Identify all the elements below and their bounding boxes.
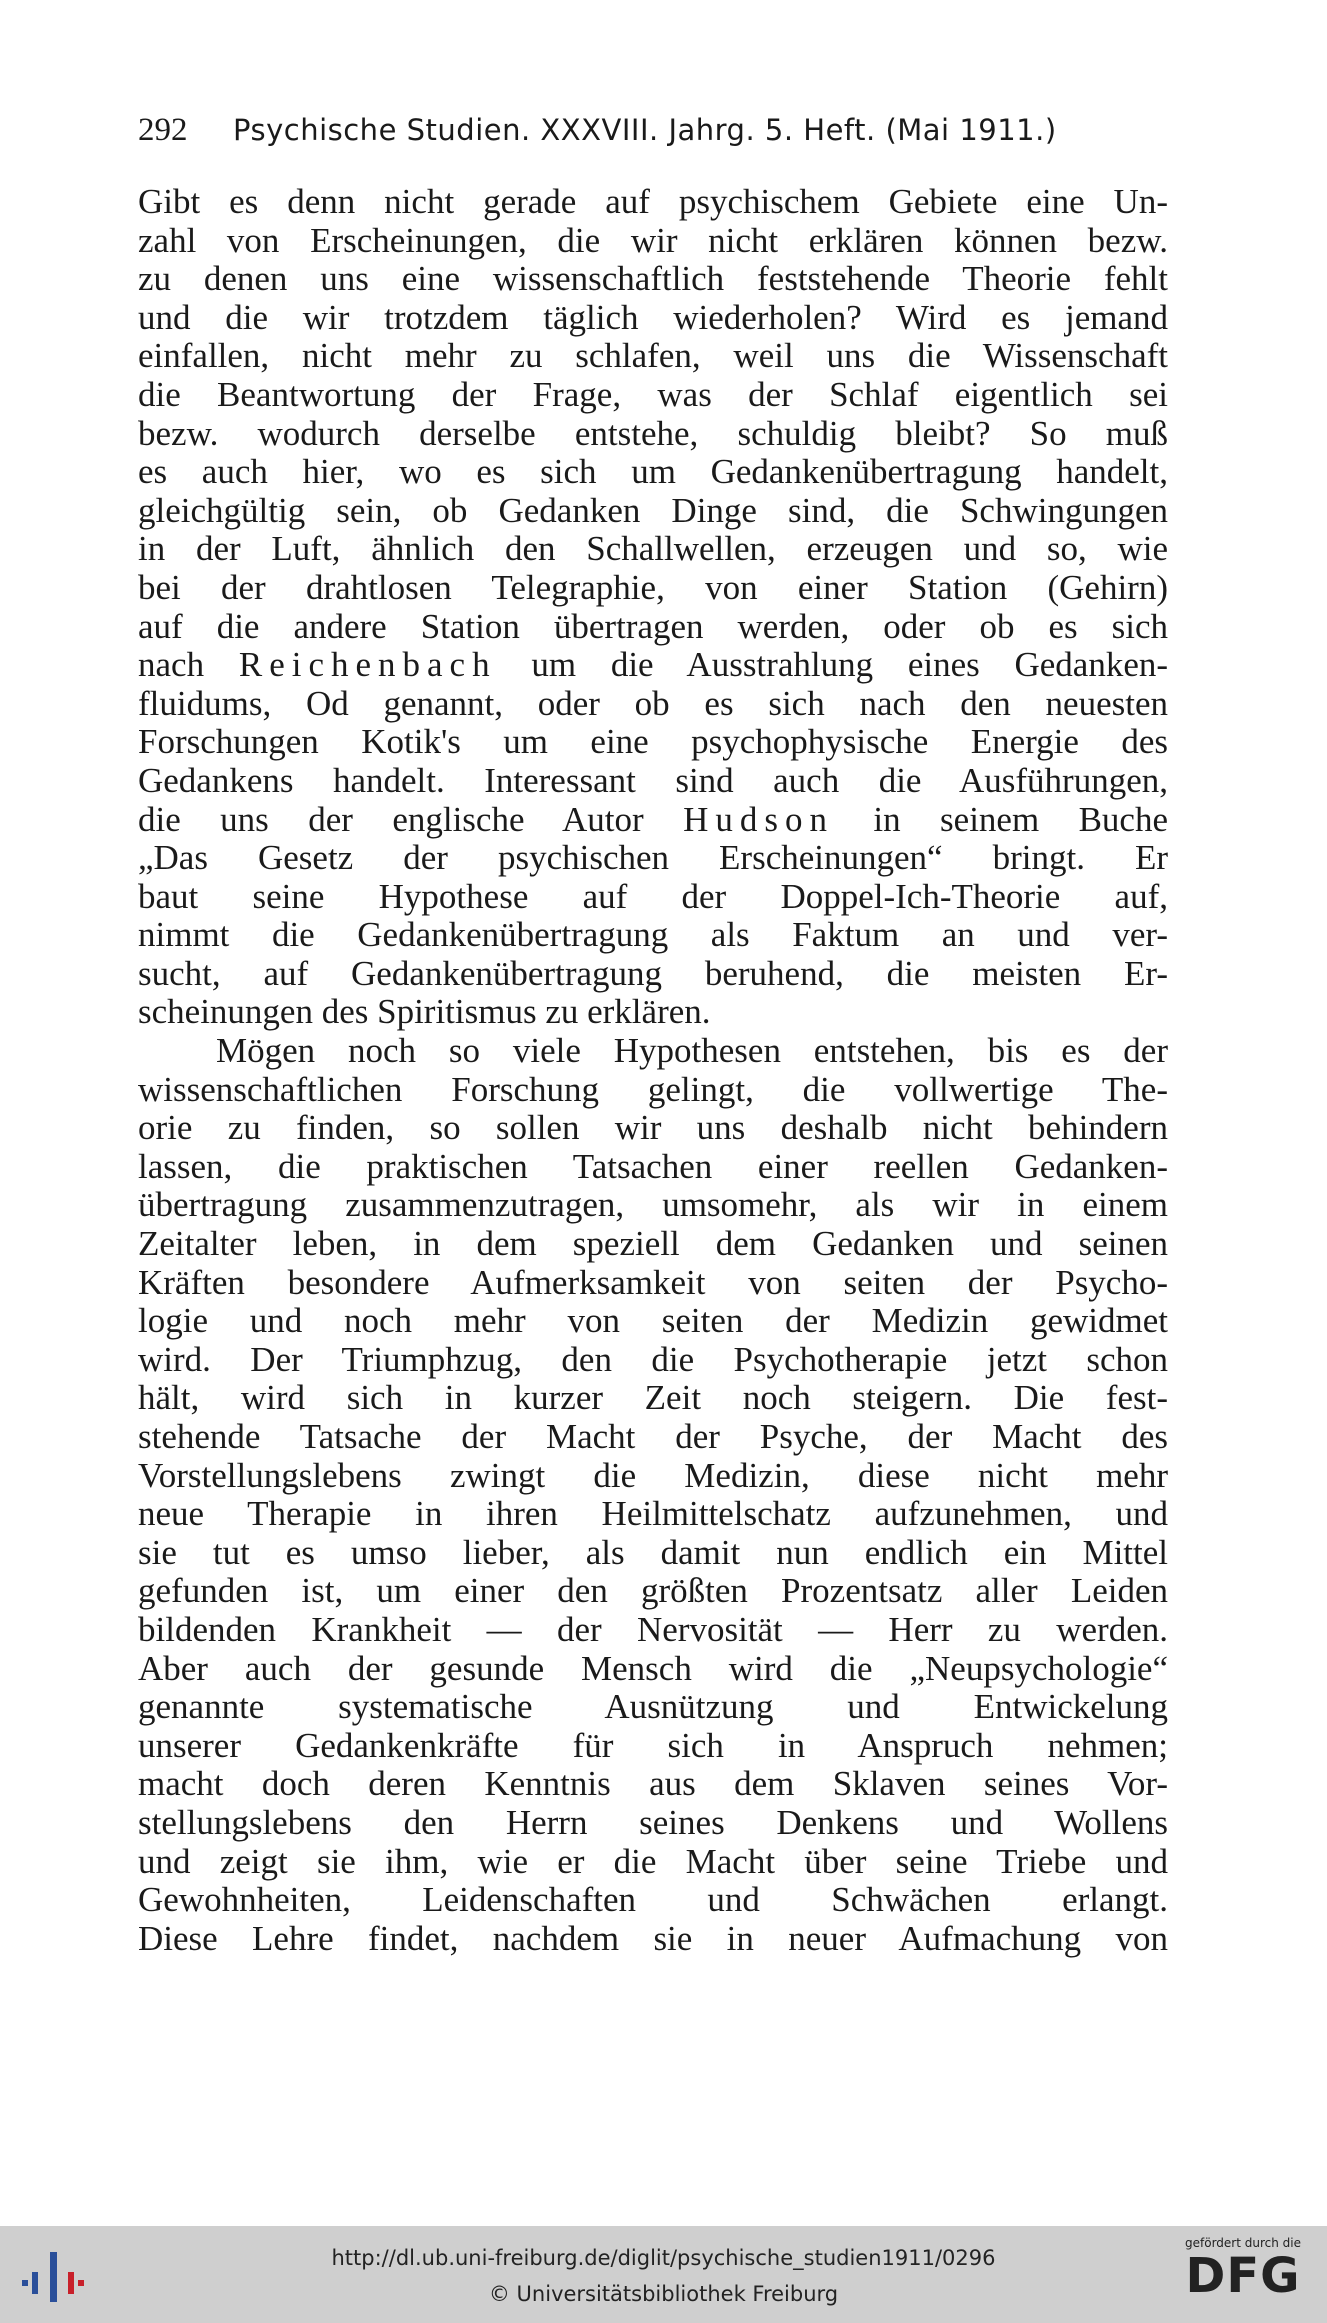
text-line: fluidums, Od genannt, oder ob es sich nach den neuesten	[138, 683, 1168, 723]
text-line: wissenschaftlichen Forschung gelingt, die vollwertige The-	[138, 1069, 1168, 1109]
source-url-link[interactable]: http://dl.ub.uni-freiburg.de/diglit/psychische_studien1911/0296	[331, 2246, 996, 2270]
text-fragment: in seinem Buche	[873, 799, 1169, 839]
page-number: 292	[138, 112, 188, 148]
text-fragment: nach	[138, 645, 205, 685]
text-line: lassen, die praktischen Tatsachen einer reellen Gedanken-	[138, 1146, 1168, 1186]
text-line: „Das Gesetz der psychischen Erscheinungen“ bringt. Er	[138, 838, 1168, 878]
text-line: Forschungen Kotik's um eine psychophysische Energie des	[138, 722, 1168, 762]
text-line: Gedankens handelt. Interessant sind auch die Ausführungen,	[138, 760, 1168, 800]
text-line: Diese Lehre findet, nachdem sie in neuer Aufmachung von	[138, 1918, 1168, 1958]
text-line: zahl von Erscheinungen, die wir nicht erklären können bezw.	[138, 220, 1168, 260]
text-line: Vorstellungslebens zwingt die Medizin, diese nicht mehr	[138, 1455, 1168, 1495]
text-line: Gewohnheiten, Leidenschaften und Schwächen erlangt.	[138, 1880, 1168, 1920]
text-line: logie und noch mehr von seiten der Medizin gewidmet	[138, 1301, 1168, 1341]
text-line: es auch hier, wo es sich um Gedankenübertragung handelt,	[138, 452, 1168, 492]
text-line: bei der drahtlosen Telegraphie, von einer Station (Gehirn)	[138, 567, 1168, 607]
text-fragment: um die Ausstrahlung eines Gedanken-	[531, 645, 1169, 685]
text-line: übertragung zusammenzutragen, umsomehr, als wir in einem	[138, 1185, 1168, 1225]
text-line: macht doch deren Kenntnis aus dem Sklaven seines Vor-	[138, 1764, 1168, 1804]
text-line: einfallen, nicht mehr zu schlafen, weil uns die Wissenschaft	[138, 336, 1168, 376]
text-line: wird. Der Triumphzug, den die Psychotherapie jetzt schon	[138, 1339, 1168, 1379]
text-line: stehende Tatsache der Macht der Psyche, der Macht des	[138, 1417, 1168, 1456]
text-line	[138, 646, 1168, 685]
dfg-tagline: gefördert durch die	[1185, 2236, 1301, 2250]
text-line: neue Therapie in ihren Heilmittelschatz aufzunehmen, und	[138, 1494, 1168, 1534]
text-line: bezw. wodurch derselbe entstehe, schuldig bleibt? So muß	[138, 413, 1168, 453]
text-line: die Beantwortung der Frage, was der Schlaf eigentlich sei	[138, 374, 1168, 414]
text-line: Mögen noch so viele Hypothesen entstehen, bis es der	[216, 1031, 1168, 1071]
person-name-hudson: Hudson	[683, 799, 834, 839]
text-line: Zeitalter leben, in dem speziell dem Gedanken und seinen	[138, 1224, 1168, 1264]
running-title: Psychische Studien. XXXVIII. Jahrg. 5. Heft. (Mai 1911.)	[233, 113, 1057, 147]
text-line: genannte systematische Ausnützung und Entwickelung	[138, 1687, 1168, 1727]
text-line: auf die andere Station übertragen werden, oder ob es sich	[138, 606, 1168, 646]
dfg-logo	[1168, 2236, 1318, 2316]
text-line: und zeigt sie ihm, wie er die Macht über seine Triebe und	[138, 1841, 1168, 1881]
text-line: Aber auch der gesunde Mensch wird die „Neupsychologie“	[138, 1648, 1168, 1688]
text-line: orie zu finden, so sollen wir uns deshalb nicht behindern	[138, 1108, 1168, 1148]
text-line: gleichgültig sein, ob Gedanken Dinge sind, die Schwingungen	[138, 490, 1168, 530]
text-line: bildenden Krankheit — der Nervosität — Herr zu werden.	[138, 1609, 1168, 1649]
text-line	[138, 801, 1168, 840]
text-line: zu denen uns eine wissenschaftlich feststehende Theorie fehlt	[138, 259, 1168, 299]
text-line: hält, wird sich in kurzer Zeit noch steigern. Die fest-	[138, 1378, 1168, 1418]
text-line: scheinungen des Spiritismus zu erklären.	[138, 992, 711, 1032]
text-line: in der Luft, ähnlich den Schallwellen, erzeugen und so, wie	[138, 529, 1168, 569]
text-line: gefunden ist, um einer den größten Prozentsatz aller Leiden	[138, 1571, 1168, 1611]
dfg-wordmark: DFG	[1185, 2248, 1301, 2304]
text-line: Gibt es denn nicht gerade auf psychischem Gebiete eine Un-	[138, 182, 1168, 221]
person-name-reichenbach: Reichenbach	[238, 645, 497, 685]
text-line: unserer Gedankenkräfte für sich in Anspruch nehmen;	[138, 1725, 1168, 1765]
text-line: sucht, auf Gedankenübertragung beruhend, die meisten Er-	[138, 953, 1168, 993]
text-line: stellungslebens den Herrn seines Denkens und Wollens	[138, 1802, 1168, 1842]
running-header	[138, 112, 1168, 160]
viewer-footer	[0, 2226, 1327, 2323]
text-line: baut seine Hypothese auf der Doppel-Ich-Theorie auf,	[138, 876, 1168, 916]
text-line: Kräften besondere Aufmerksamkeit von seiten der Psycho-	[138, 1262, 1168, 1302]
copyright-notice: © Universitätsbibliothek Freiburg	[488, 2282, 839, 2306]
text-line: und die wir trotzdem täglich wiederholen? Wird es jemand	[138, 297, 1168, 337]
text-line: sie tut es umso lieber, als damit nun endlich ein Mittel	[138, 1532, 1168, 1572]
body-text	[138, 183, 1168, 1958]
text-fragment: die uns der englische Autor	[138, 799, 644, 839]
text-line: nimmt die Gedankenübertragung als Faktum an und ver-	[138, 915, 1168, 955]
